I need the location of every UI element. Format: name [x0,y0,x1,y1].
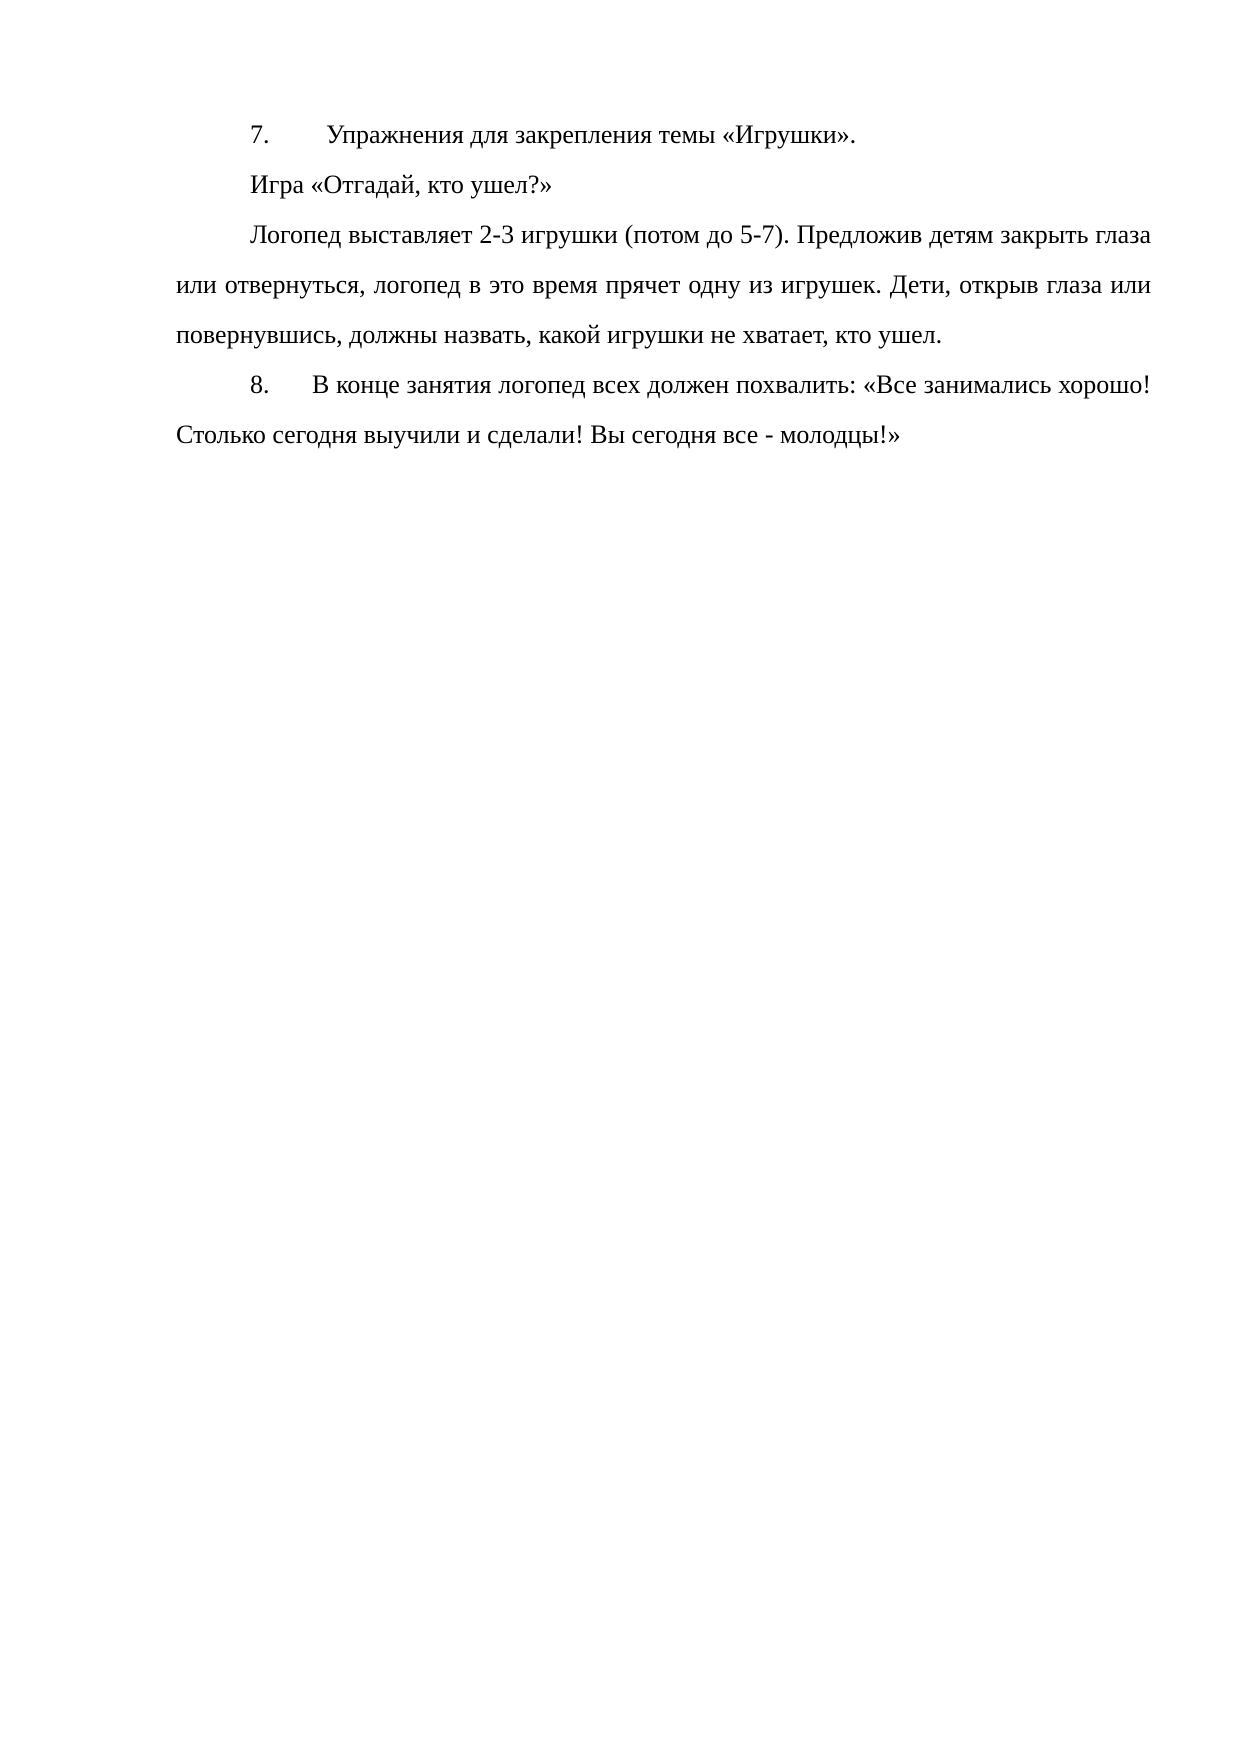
game-description: Логопед выставляет 2-3 игрушки (потом до 5-7). Предложив детям закрыть глаза или отвернуться, логопед в это время прячет одну из игрушек. Дети, открыв глаза или повернувшись, должны назвать, какой игрушки не хватает, кто ушел. [176,220,1151,349]
item-8-number: 8. [250,370,270,399]
item-8-text: В конце занятия логопед всех должен похвалить: «Все занимались хорошо! Столько сегодня выучили и сделали! Вы сегодня все - молодцы!» [176,370,1151,449]
item-7-number: 7. [250,120,270,149]
document-body [176,110,1151,460]
item-8 [176,360,1151,460]
game-title: Игра «Отгадай, кто ушел?» [250,170,553,199]
item-7-text: Упражнения для закрепления темы «Игрушки». [326,120,857,149]
item-7 [176,110,1151,160]
